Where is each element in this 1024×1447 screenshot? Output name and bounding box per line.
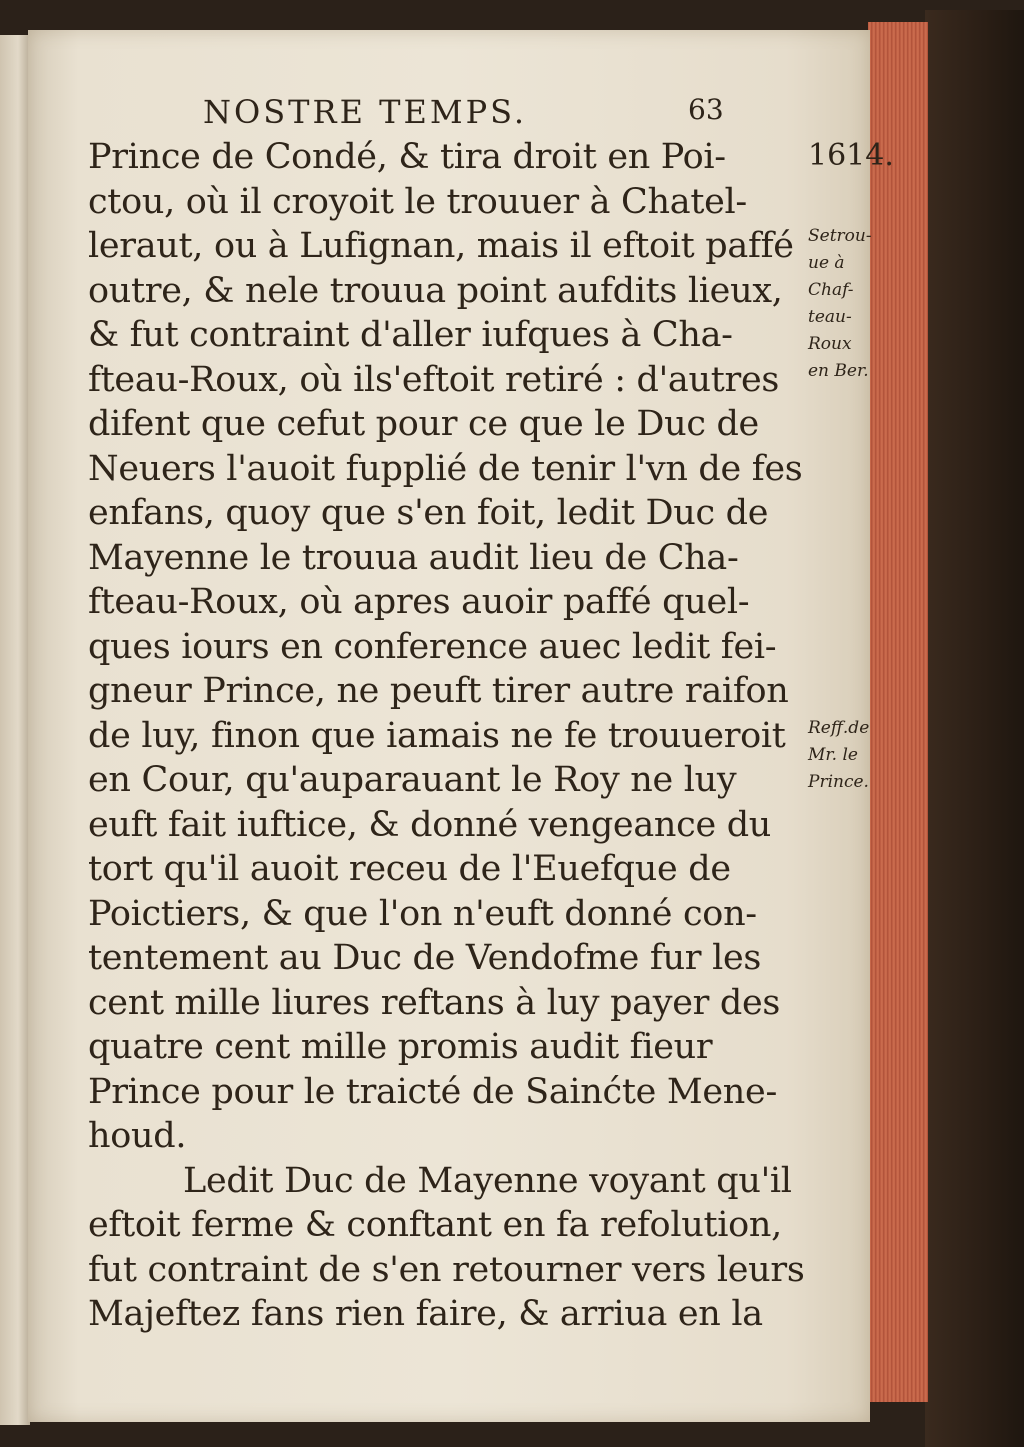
text-line: difent que cefut pour ce que le Duc de	[88, 404, 759, 444]
text-line: euft fait iuftice, & donné vengeance du	[88, 804, 772, 845]
text-line: Poictiers, & que l'on n'euft donné con-	[88, 893, 757, 934]
margin-note-line: Mr. le	[808, 745, 858, 765]
margin-note-line: ue à	[808, 253, 845, 273]
page-number: 63	[688, 93, 724, 126]
book-cover-edge	[925, 10, 1024, 1447]
text-line: en Cour, qu'auparauant le Roy ne luy	[88, 760, 737, 800]
text-line: ctou, où il croyoit le trouuer à Chatel-	[88, 181, 747, 222]
margin-note-line: Roux	[808, 334, 852, 354]
running-header	[88, 85, 808, 135]
margin-note-setroue	[808, 223, 918, 385]
text-line: tort qu'il auoit receu de l'Euefque de	[88, 849, 731, 889]
text-line: leraut, ou à Lufignan, mais il eftoit paffé	[88, 226, 794, 266]
text-line: quatre cent mille promis audit fieur	[88, 1027, 713, 1067]
text-line: fteau-Roux, où ils'eftoit retiré : d'autres	[88, 359, 780, 400]
text-line: Ledit Duc de Mayenne voyant qu'il	[183, 1160, 792, 1201]
text-line: fteau-Roux, où apres auoir paffé quel-	[88, 582, 750, 622]
text-line: tentement au Duc de Vendofme fur les	[88, 938, 762, 978]
margin-note-response	[808, 715, 918, 796]
text-line: eftoit ferme & conftant en fa refolution,	[88, 1205, 782, 1245]
text-line: houd.	[88, 1116, 187, 1156]
text-line: cent mille liures reftans à luy payer des	[88, 982, 781, 1023]
text-line: ques iours en conference auec ledit fei-	[88, 626, 777, 667]
margin-note-line: Setrou-	[808, 226, 872, 246]
book-page	[28, 30, 894, 1422]
margin-note-line: Chaf-	[808, 280, 854, 300]
text-line: gneur Prince, ne peuft tirer autre raifon	[88, 671, 789, 711]
text-line: fut contraint de s'en retourner vers leurs	[88, 1249, 805, 1290]
margin-note-line: Prince.	[808, 772, 869, 792]
text-line: enfans, quoy que s'en foit, ledit Duc de	[88, 493, 769, 533]
margin-year: 1614.	[808, 138, 894, 173]
text-line: & fut contraint d'aller iufques à Cha-	[88, 315, 733, 355]
text-line: Prince pour le traicté de Sainćte Mene-	[88, 1071, 777, 1112]
running-title: NOSTRE TEMPS.	[203, 93, 528, 131]
text-line: Neuers l'auoit fupplié de tenir l'vn de fes	[88, 448, 803, 489]
text-line: Majeftez fans rien faire, & arriua en la	[88, 1294, 763, 1334]
text-line: de luy, finon que iamais ne fe trouueroit	[88, 715, 786, 756]
page-text	[88, 85, 894, 1337]
text-line: Mayenne le trouua audit lieu de Cha-	[88, 537, 739, 578]
margin-note-line: Reff.de	[808, 718, 870, 738]
margin-note-line: teau-	[808, 307, 852, 327]
text-line: outre, & nele trouua point aufdits lieux,	[88, 270, 783, 311]
text-line: Prince de Condé, & tira droit en Poi-	[88, 137, 726, 177]
left-page-edge	[0, 35, 30, 1425]
margin-note-line: en Ber.	[808, 361, 869, 381]
